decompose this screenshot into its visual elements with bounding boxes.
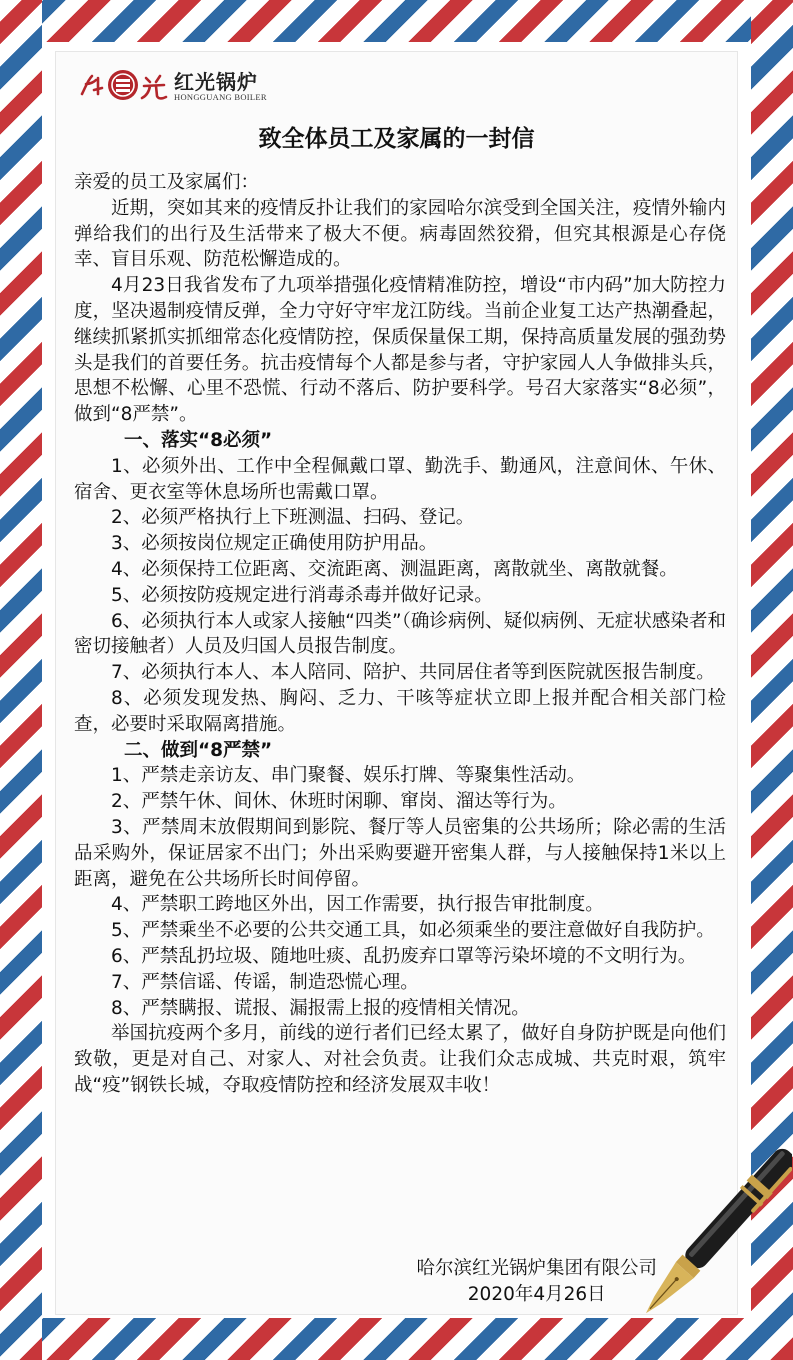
forbid-item: 2、严禁午休、间休、休班时闲聊、窜岗、溜达等行为。 (111, 791, 567, 813)
signature-date: 2020年4月26日 (467, 1283, 606, 1305)
intro-paragraph: 近期，突如其来的疫情反扑让我们的家园哈尔滨受到全国关注，疫情外输内弹给我们的出行及生活带来了极大不便。病毒固然狡猾，但究其根源是心存侥幸、盲目乐观、防范松懈造成的。 (74, 197, 726, 271)
airmail-border-left (0, 0, 42, 1360)
logo-emblem-icon (78, 68, 168, 102)
forbid-item: 4、严禁职工跨地区外出，因工作需要，执行报告审批制度。 (111, 894, 604, 916)
must-item: 8、必须发现发热、胸闷、乏力、干咳等症状立即上报并配合相关部门检查，必要时采取隔离措施。 (74, 687, 726, 735)
must-item: 3、必须按岗位规定正确使用防护用品。 (111, 533, 438, 555)
closing-paragraph: 举国抗疫两个多月，前线的逆行者们已经太累了，做好自身防护既是向他们致敬，更是对自己、对家人、对社会负责。让我们众志成城、共克时艰，筑牢战“疫”钢铁长城，夺取疫情防控和经济发展双丰收！ (74, 1023, 726, 1096)
forbid-item: 8、严禁瞒报、谎报、漏报需上报的疫情相关情况。 (111, 997, 530, 1019)
section-heading-must: 一、落实“8必须” (123, 429, 273, 451)
intro-paragraph: 4月23日我省发布了九项举措强化疫情精准防控，增设“市内码”加大防控力度，坚决遏制疫情反弹，全力守好守牢龙江防线。当前企业复工达产热潮叠起，继续抓紧抓实抓细常态化疫情防控，保质保量保工期，保持高质量发展的强劲势头是我们的首要任务。抗击疫情每个人都是参与者，守护家园人人争做排头兵，思想不松懈、心里不恐慌、行动不落后、防护要科学。号召大家落实“8必须”，做到“8严禁”。 (74, 275, 726, 426)
forbid-item: 6、严禁乱扔垃圾、随地吐痰、乱扔废弃口罩等污染坏境的不文明行为。 (111, 945, 697, 967)
letter-body (74, 170, 726, 1099)
must-item: 4、必须保持工位距离、交流距离、测温距离，离散就坐、离散就餐。 (111, 558, 678, 580)
signature-company: 哈尔滨红光锅炉集团有限公司 (416, 1258, 657, 1279)
brand-name: 红光锅炉 (174, 70, 258, 94)
forbid-item: 1、严禁走亲访友、串门聚餐、娱乐打牌、等聚集性活动。 (111, 765, 586, 787)
forbid-item: 7、严禁信谣、传谣，制造恐慌心理。 (111, 971, 419, 993)
forbid-item: 3、严禁周末放假期间到影院、餐厅等人员密集的公共场所；除必需的生活品采购外，保证居家不出门；外出采购要避开密集人群，与人接触保持1米以上距离，避免在公共场所长时间停留。 (74, 816, 726, 890)
must-item: 2、必须严格执行上下班测温、扫码、登记。 (111, 507, 475, 529)
must-item: 5、必须按防疫规定进行消毒杀毒并做好记录。 (111, 584, 493, 606)
forbid-item: 5、严禁乘坐不必要的公共交通工具，如必须乘坐的要注意做好自我防护。 (111, 920, 715, 942)
must-item: 1、必须外出、工作中全程佩戴口罩、勤洗手、勤通风，注意间休、午休、宿舍、更衣室等休息场所也需戴口罩。 (74, 455, 726, 503)
must-item: 6、必须执行本人或家人接触“四类”（确诊病例、疑似病例、无症状感染者和密切接触者）人员及归国人员报告制度。 (74, 610, 726, 658)
airmail-border-top (0, 0, 793, 42)
salutation: 亲爱的员工及家属们： (74, 172, 260, 193)
fountain-pen-icon (612, 1138, 792, 1358)
section-heading-forbid: 二、做到“8严禁” (123, 739, 273, 761)
company-logo (78, 64, 278, 106)
must-item: 7、必须执行本人、本人陪同、陪护、共同居住者等到医院就医报告制度。 (111, 662, 715, 684)
brand-name-english: HONGGUANG BOILER (174, 92, 267, 102)
letter-title: 致全体员工及家属的一封信 (258, 126, 535, 152)
